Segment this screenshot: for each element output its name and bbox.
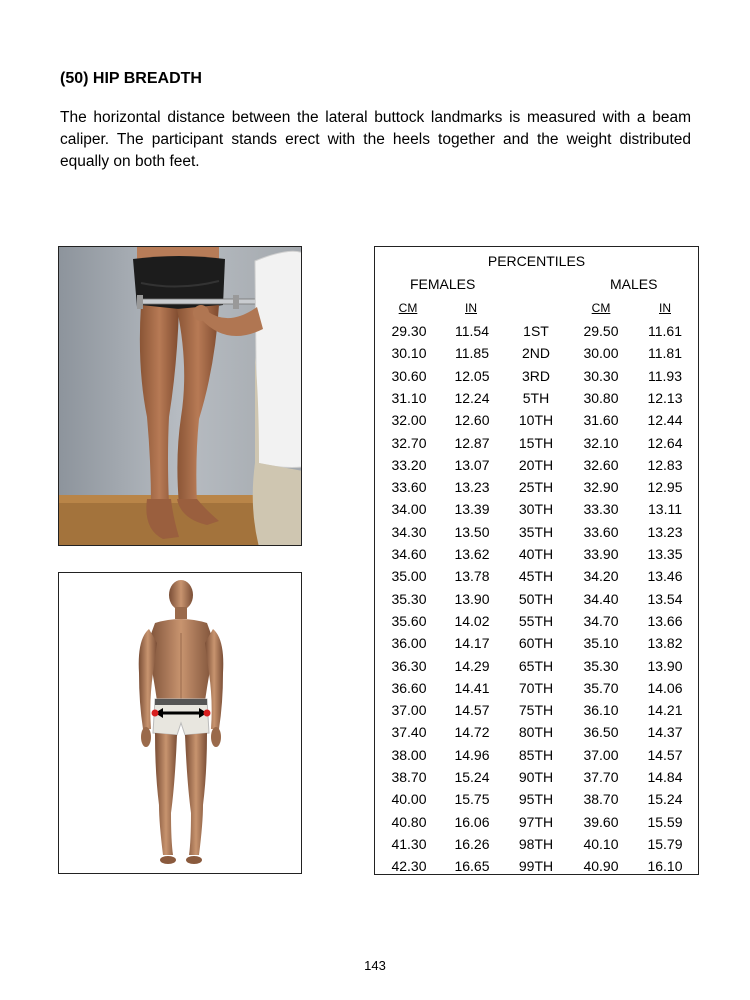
- table-row: [375, 591, 698, 613]
- cell-female-cm: 34.00: [391, 501, 427, 518]
- cell-male-in: 13.66: [647, 612, 683, 629]
- table-row: [375, 791, 698, 813]
- table-row: [375, 769, 698, 791]
- cell-female-cm: 31.10: [391, 389, 427, 406]
- cell-percentile: 50TH: [518, 590, 554, 607]
- cell-male-in: 15.24: [647, 791, 683, 808]
- cell-female-in: 13.62: [454, 546, 490, 562]
- cell-male-cm: 35.10: [583, 635, 619, 652]
- cell-male-in: 13.46: [647, 568, 683, 585]
- cell-female-in: 16.06: [454, 813, 490, 830]
- cell-male-in: 12.44: [647, 412, 683, 429]
- table-title: PERCENTILES: [487, 253, 586, 269]
- cell-percentile: 35TH: [518, 523, 554, 540]
- cell-female-in: 13.07: [454, 456, 490, 473]
- cell-male-in: 15.79: [647, 835, 683, 852]
- table-row: [375, 412, 698, 434]
- cell-percentile: 99TH: [518, 858, 554, 875]
- table-row: [375, 345, 698, 367]
- cell-male-cm: 40.10: [583, 835, 619, 852]
- table-row: [375, 524, 698, 546]
- cell-percentile: 10TH: [518, 412, 554, 429]
- cell-percentile: 90TH: [518, 769, 554, 785]
- cell-female-in: 14.41: [454, 679, 490, 696]
- cell-female-in: 12.24: [454, 389, 490, 406]
- cell-percentile: 15TH: [518, 434, 554, 451]
- cell-male-cm: 32.60: [583, 456, 619, 473]
- table-row: [375, 501, 698, 523]
- table-row: [375, 724, 698, 746]
- cell-male-cm: 34.40: [583, 590, 619, 607]
- cell-male-in: 12.13: [647, 389, 683, 406]
- table-row: [375, 479, 698, 501]
- cell-percentile: 80TH: [518, 724, 554, 741]
- measurement-photo-illustration: [59, 247, 302, 546]
- cell-male-cm: 33.30: [583, 501, 619, 518]
- unit-header-female-in: IN: [465, 301, 477, 315]
- cell-female-in: 15.75: [454, 791, 490, 808]
- cell-percentile: 65TH: [518, 657, 554, 674]
- cell-female-cm: 36.30: [391, 657, 427, 674]
- cell-female-cm: 34.60: [391, 546, 427, 562]
- section-heading: (50) HIP BREADTH: [60, 70, 202, 87]
- cell-female-cm: 37.00: [391, 702, 427, 719]
- cell-male-cm: 36.10: [583, 702, 619, 719]
- cell-male-in: 14.84: [647, 769, 683, 785]
- cell-percentile: 75TH: [518, 702, 554, 719]
- cell-male-cm: 34.70: [583, 612, 619, 629]
- cell-percentile: 20TH: [518, 456, 554, 473]
- cell-male-in: 16.10: [647, 858, 683, 875]
- cell-female-in: 13.50: [454, 523, 490, 540]
- cell-male-cm: 34.20: [583, 568, 619, 585]
- table-row: [375, 858, 698, 880]
- cell-female-in: 12.60: [454, 412, 490, 429]
- cell-male-in: 14.06: [647, 679, 683, 696]
- cell-male-in: 11.81: [648, 345, 682, 362]
- cell-male-cm: 40.90: [583, 858, 619, 875]
- females-header: FEMALES: [410, 276, 476, 292]
- cell-female-in: 14.29: [454, 657, 490, 674]
- percentiles-table: [374, 246, 699, 875]
- cell-male-in: 13.90: [647, 657, 683, 674]
- table-row: [375, 814, 698, 836]
- cell-male-cm: 32.10: [583, 434, 619, 451]
- cell-percentile: 95TH: [518, 791, 554, 808]
- cell-female-cm: 42.30: [391, 858, 427, 875]
- cell-female-cm: 30.60: [391, 367, 427, 384]
- cell-male-cm: 37.70: [583, 769, 619, 785]
- cell-male-cm: 36.50: [583, 724, 619, 741]
- cell-male-in: 13.35: [647, 546, 683, 562]
- cell-male-in: 13.82: [647, 635, 683, 652]
- body-model-illustration: [58, 572, 302, 874]
- cell-male-in: 12.64: [647, 434, 683, 451]
- cell-female-cm: 33.20: [391, 456, 427, 473]
- cell-female-cm: 38.70: [391, 769, 427, 785]
- cell-male-cm: 37.00: [583, 746, 619, 763]
- cell-male-in: 13.23: [647, 523, 683, 540]
- cell-female-in: 13.78: [454, 568, 490, 585]
- cell-percentile: 85TH: [518, 746, 554, 763]
- cell-percentile: 40TH: [518, 546, 554, 562]
- cell-male-cm: 30.80: [583, 389, 619, 406]
- cell-female-cm: 40.80: [391, 813, 427, 830]
- page-number: 143: [364, 958, 386, 973]
- cell-male-in: 14.21: [647, 702, 683, 719]
- cell-female-cm: 29.30: [391, 323, 427, 339]
- table-row: [375, 613, 698, 635]
- cell-male-in: 11.61: [648, 323, 682, 339]
- cell-female-in: 14.57: [454, 702, 490, 719]
- cell-percentile: 2ND: [521, 345, 550, 362]
- cell-female-cm: 35.00: [391, 568, 427, 585]
- cell-male-cm: 35.30: [583, 657, 619, 674]
- table-row: [375, 836, 698, 858]
- cell-female-cm: 33.60: [391, 479, 427, 496]
- cell-percentile: 25TH: [518, 479, 554, 496]
- cell-female-in: 14.72: [454, 724, 490, 741]
- cell-female-cm: 34.30: [391, 523, 427, 540]
- cell-male-cm: 33.60: [583, 523, 619, 540]
- cell-female-cm: 35.30: [391, 590, 427, 607]
- cell-female-in: 11.54: [455, 323, 489, 339]
- cell-female-in: 14.02: [454, 612, 490, 629]
- cell-female-in: 15.24: [454, 769, 490, 785]
- cell-male-cm: 30.00: [583, 345, 619, 362]
- cell-male-cm: 31.60: [583, 412, 619, 429]
- table-row: [375, 702, 698, 724]
- cell-female-cm: 36.60: [391, 679, 427, 696]
- body-model-figure: [59, 573, 302, 874]
- cell-male-in: 11.93: [648, 367, 682, 384]
- table-row: [375, 680, 698, 702]
- males-header: MALES: [610, 276, 658, 292]
- cell-male-in: 12.95: [647, 479, 683, 496]
- cell-female-cm: 35.60: [391, 612, 427, 629]
- measurement-description: The horizontal distance between the lateral buttock landmarks is measured with a beam caliper. The participant stands erect with the heels together and the weight distributed equally on both feet.: [60, 109, 691, 170]
- table-row: [375, 747, 698, 769]
- cell-female-cm: 40.00: [391, 791, 427, 808]
- cell-percentile: 98TH: [518, 835, 554, 852]
- table-row: [375, 323, 698, 345]
- cell-percentile: 97TH: [518, 813, 554, 830]
- cell-male-cm: 35.70: [583, 679, 619, 696]
- cell-percentile: 5TH: [522, 389, 550, 406]
- cell-female-in: 14.17: [454, 635, 490, 652]
- cell-percentile: 3RD: [521, 367, 550, 384]
- table-row: [375, 390, 698, 412]
- cell-percentile: 30TH: [518, 501, 554, 518]
- cell-female-in: 11.85: [455, 345, 489, 362]
- measurement-photo: [58, 246, 302, 546]
- cell-female-cm: 32.00: [391, 412, 427, 429]
- unit-header-male-cm: CM: [591, 301, 611, 315]
- cell-male-in: 13.11: [648, 501, 682, 518]
- cell-male-cm: 39.60: [583, 813, 619, 830]
- cell-female-cm: 41.30: [391, 835, 427, 852]
- cell-female-in: 13.39: [454, 501, 490, 518]
- table-row: [375, 435, 698, 457]
- unit-header-female-cm: CM: [398, 301, 418, 315]
- cell-female-cm: 38.00: [391, 746, 427, 763]
- cell-female-cm: 36.00: [391, 635, 427, 652]
- cell-female-cm: 32.70: [391, 434, 427, 451]
- cell-male-in: 15.59: [647, 813, 683, 830]
- cell-percentile: 1ST: [523, 323, 549, 339]
- cell-female-in: 16.26: [454, 835, 490, 852]
- cell-percentile: 70TH: [518, 679, 554, 696]
- cell-male-cm: 38.70: [583, 791, 619, 808]
- cell-female-in: 16.65: [454, 858, 490, 875]
- table-row: [375, 568, 698, 590]
- cell-male-cm: 30.30: [583, 367, 619, 384]
- cell-female-in: 12.87: [454, 434, 490, 451]
- cell-female-in: 13.90: [454, 590, 490, 607]
- table-row: [375, 546, 698, 568]
- cell-female-in: 13.23: [454, 479, 490, 496]
- cell-male-cm: 33.90: [583, 546, 619, 562]
- cell-female-cm: 30.10: [391, 345, 427, 362]
- cell-male-in: 13.54: [647, 590, 683, 607]
- unit-header-male-in: IN: [659, 301, 671, 315]
- cell-male-cm: 32.90: [583, 479, 619, 496]
- cell-male-in: 14.57: [647, 746, 683, 763]
- cell-female-in: 12.05: [454, 367, 490, 384]
- cell-male-cm: 29.50: [583, 323, 619, 339]
- table-row: [375, 658, 698, 680]
- cell-female-in: 14.96: [454, 746, 490, 763]
- table-row: [375, 457, 698, 479]
- cell-percentile: 55TH: [518, 612, 554, 629]
- cell-female-cm: 37.40: [391, 724, 427, 741]
- cell-male-in: 14.37: [647, 724, 683, 741]
- table-row: [375, 635, 698, 657]
- cell-percentile: 45TH: [518, 568, 554, 585]
- cell-male-in: 12.83: [647, 456, 683, 473]
- cell-percentile: 60TH: [518, 635, 554, 652]
- table-row: [375, 368, 698, 390]
